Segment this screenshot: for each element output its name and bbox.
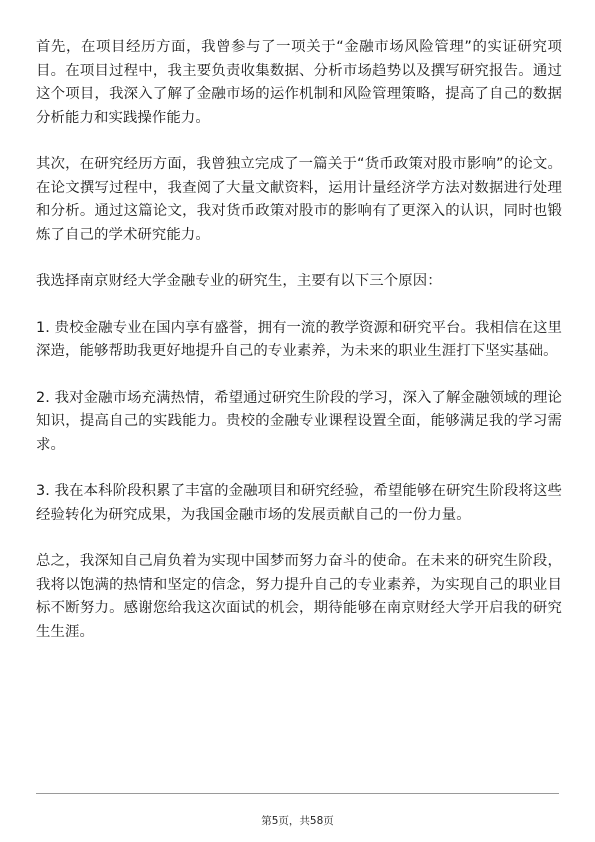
- paragraph-research-experience: 其次，在研究经历方面，我曾独立完成了一篇关于“货币政策对股市影响”的论文。在论文撰写过程中，我查阅了大量文献资料，运用计量经济学方法对数据进行处理和分析。通过这篇论文，我对货币政策对股市的影响有了更深入的认识，同时也锻炼了自己的学术研究能力。: [36, 156, 562, 243]
- paragraph-conclusion: 总之，我深知自己肩负着为实现中国梦而努力奋斗的使命。在未来的研究生阶段，我将以饱满的热情和坚定的信念，努力提升自己的专业素养，为实现自己的职业目标不断努力。感谢您给我这次面试的机会，期待能够在南京财经大学开启我的研究生生涯。: [36, 553, 562, 640]
- paragraph-gap: [36, 457, 562, 480]
- paragraph-reason-1: 1. 贵校金融专业在国内享有盛誉，拥有一流的教学资源和研究平台。我相信在这里深造，能够帮助我更好地提升自己的专业素养，为未来的职业生涯打下坚实基础。: [36, 319, 562, 359]
- footer-divider: [36, 793, 559, 794]
- paragraph-reason-3: 3. 我在本科阶段积累了丰富的金融项目和研究经验，希望能够在研究生阶段将这些经验转化为研究成果，为我国金融市场的发展贡献自己的一份力量。: [36, 483, 562, 523]
- paragraph-project-experience: 首先，在项目经历方面，我曾参与了一项关于“金融市场风险管理”的实证研究项目。在项目过程中，我主要负责收集数据、分析市场趋势以及撰写研究报告。通过这个项目，我深入了解了金融市场的运作机制和风险管理策略，提高了自己的数据分析能力和实践操作能力。: [36, 39, 562, 126]
- document-body: [36, 36, 562, 644]
- paragraph-gap: [36, 294, 562, 317]
- paragraph-reason-2: 2. 我对金融市场充满热情，希望通过研究生阶段的学习，深入了解金融领域的理论知识，提高自己的实践能力。贵校的金融专业课程设置全面，能够满足我的学习需求。: [36, 389, 562, 453]
- paragraph-gap: [36, 247, 562, 270]
- paragraph-reasons-intro: 我选择南京财经大学金融专业的研究生，主要有以下三个原因：: [36, 273, 442, 289]
- paragraph-gap: [36, 527, 562, 550]
- paragraph-gap: [36, 130, 562, 153]
- page-number: 第5页，共58页: [261, 815, 334, 827]
- paragraph-gap: [36, 364, 562, 387]
